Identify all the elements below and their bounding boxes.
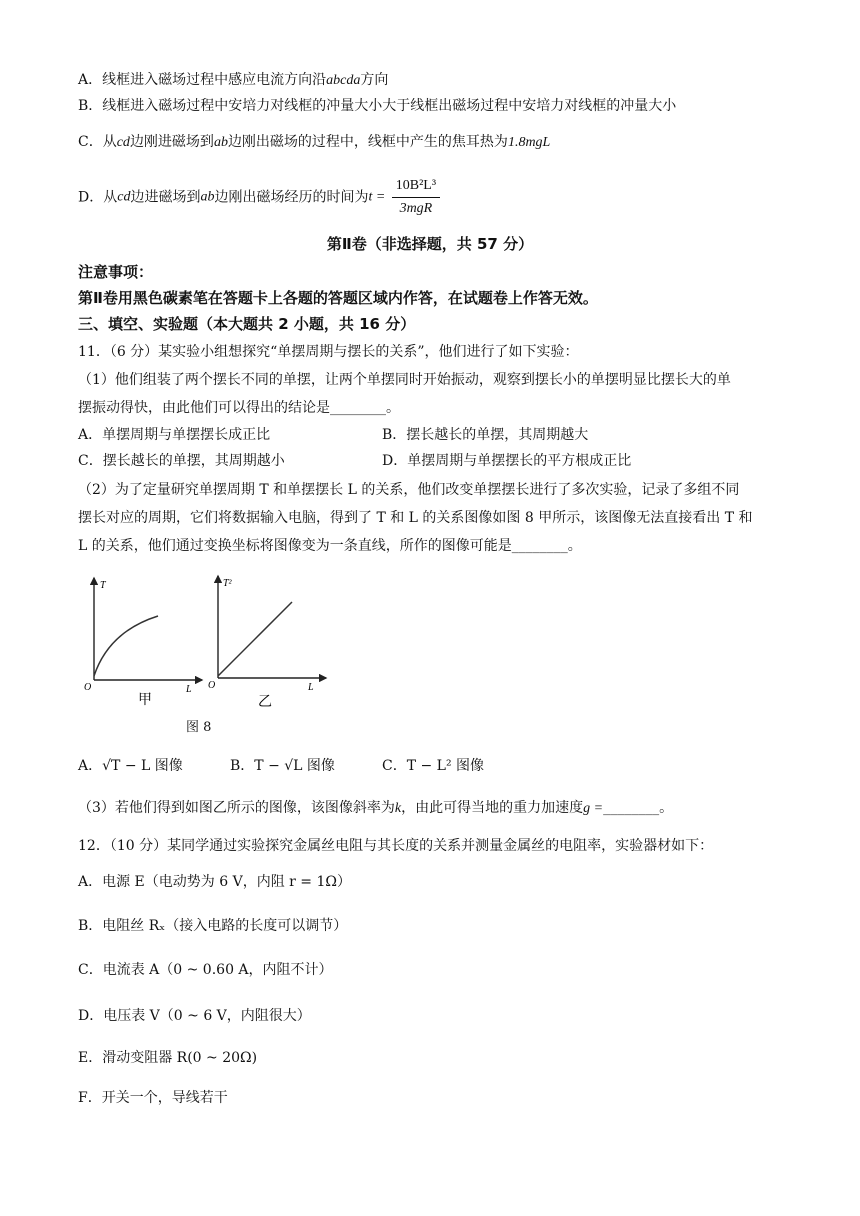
- q11-3-end: 。: [659, 800, 674, 816]
- option-d-mid2: 边刚出磁场经历的时间为: [214, 189, 369, 206]
- q11-1-line-b: 摆振动得快，由此他们可以得出的结论是________。: [78, 400, 400, 416]
- part-3-title: 三、填空、实验题（本大题共 2 小题，共 16 分）: [78, 315, 416, 333]
- option-d-pre: D．从: [78, 189, 118, 206]
- q11-3-g: g =: [583, 801, 604, 816]
- q12-item-d: D．电压表 V（0 ~ 6 V，内阻很大）: [78, 1008, 311, 1024]
- graph-yi-origin: O: [208, 680, 216, 691]
- option-d-t: t =: [368, 189, 386, 205]
- option-b: B．线框进入磁场过程中安培力对线框的冲量大小大于线框出磁场过程中安培力对线框的冲量大小: [78, 98, 677, 114]
- q11-3-pre: （3）若他们得到如图乙所示的图像，该图像斜率为: [78, 800, 395, 816]
- option-c-ab: ab: [213, 135, 228, 150]
- q12-item-e: E．滑动变阻器 R(0 ~ 20Ω): [78, 1050, 258, 1066]
- graph-yi-l-label: L: [308, 682, 314, 693]
- figure-8: [80, 572, 340, 712]
- option-c-pre: C．从: [78, 134, 117, 150]
- q11-3-mid: ，由此可得当地的重力加速度: [401, 800, 584, 816]
- option-c-value: 1.8mgL: [507, 135, 551, 150]
- figure-8-graphs: [80, 572, 340, 712]
- graph-yi-line: [218, 602, 292, 676]
- notice-title: 注意事项：: [78, 263, 154, 281]
- q11-2-option-a: A．√T − L 图像: [78, 758, 183, 774]
- q12-intro: 12．（10 分）某同学通过实验探究金属丝电阻与其长度的关系并测量金属丝的电阻率，实验器材如下：: [78, 838, 714, 854]
- graph-jia-caption: 甲: [138, 692, 152, 708]
- graph-jia-origin: O: [84, 682, 92, 693]
- q11-3-blank: ________: [603, 800, 660, 816]
- q11-intro: 11．（6 分）某实验小组想探究“单摆周期与摆长的关系”，他们进行了如下实验：: [78, 344, 579, 360]
- option-a-text: A．线框进入磁场过程中感应电流方向沿: [78, 72, 327, 88]
- fraction-numerator: 10B²L³: [392, 175, 440, 198]
- graph-jia-curve: [94, 616, 158, 676]
- option-c: [78, 132, 550, 153]
- q12-item-f: F．开关一个，导线若干: [78, 1090, 228, 1106]
- graph-yi-t2-label: T²: [223, 578, 232, 589]
- q11-3-k: k: [394, 801, 402, 816]
- notice-text: 第Ⅱ卷用黑色碳素笔在答题卡上各题的答题区域内作答，在试题卷上作答无效。: [78, 289, 598, 307]
- option-a-var: abcda: [326, 73, 361, 88]
- option-c-cd: cd: [116, 135, 130, 150]
- option-d-ab: ab: [200, 189, 215, 205]
- q11-1-option-a: A．单摆周期与单摆摆长成正比: [78, 427, 271, 443]
- fraction-denominator: 3mgR: [399, 201, 433, 216]
- q11-3: [78, 798, 673, 819]
- option-c-mid2: 边刚出磁场的过程中，线框中产生的焦耳热为: [227, 134, 508, 150]
- option-a: [78, 70, 388, 91]
- q11-2-option-c: C．T − L² 图像: [382, 758, 485, 774]
- q11-2-line-a: （2）为了定量研究单摆周期 T 和单摆摆长 L 的关系，他们改变单摆摆长进行了多次实验，记录了多组不同: [78, 482, 740, 498]
- option-a-end: 方向: [360, 72, 389, 88]
- q11-2-option-b: B．T − √L 图像: [230, 758, 335, 774]
- q11-1-option-d: D．单摆周期与单摆摆长的平方根成正比: [382, 453, 632, 469]
- option-d: [78, 175, 440, 220]
- option-c-mid: 边刚进磁场到: [129, 134, 214, 150]
- q12-item-b: B．电阻丝 Rₓ（接入电路的长度可以调节）: [78, 918, 348, 934]
- option-d-mid: 边进磁场到: [130, 189, 201, 206]
- q12-item-c: C．电流表 A（0 ~ 0.60 A，内阻不计）: [78, 962, 333, 978]
- q12-item-a: A．电源 E（电动势为 6 V，内阻 r = 1Ω）: [78, 874, 351, 890]
- graph-jia-l-label: L: [186, 684, 192, 695]
- option-d-cd: cd: [117, 189, 131, 205]
- q11-1-option-b: B．摆长越长的单摆，其周期越大: [382, 427, 589, 443]
- graph-yi-caption: 乙: [258, 694, 272, 710]
- figure-caption: 图 8: [186, 720, 212, 735]
- q11-2-line-b: 摆长对应的周期，它们将数据输入电脑，得到了 T 和 L 的关系图像如图 8 甲所示，该图像无法直接看出 T 和: [78, 510, 753, 526]
- section-2-title: 第Ⅱ卷（非选择题，共 57 分）: [326, 235, 534, 253]
- graph-jia-t-label: T: [100, 580, 106, 591]
- q11-1-line-a: （1）他们组装了两个摆长不同的单摆，让两个单摆同时开始振动，观察到摆长小的单摆明显比摆长大的单: [78, 372, 731, 388]
- option-d-fraction: [392, 175, 440, 220]
- q11-2-line-c: L 的关系，他们通过变换坐标将图像变为一条直线，所作的图像可能是________。: [78, 538, 582, 554]
- q11-1-option-c: C．摆长越长的单摆，其周期越小: [78, 453, 285, 469]
